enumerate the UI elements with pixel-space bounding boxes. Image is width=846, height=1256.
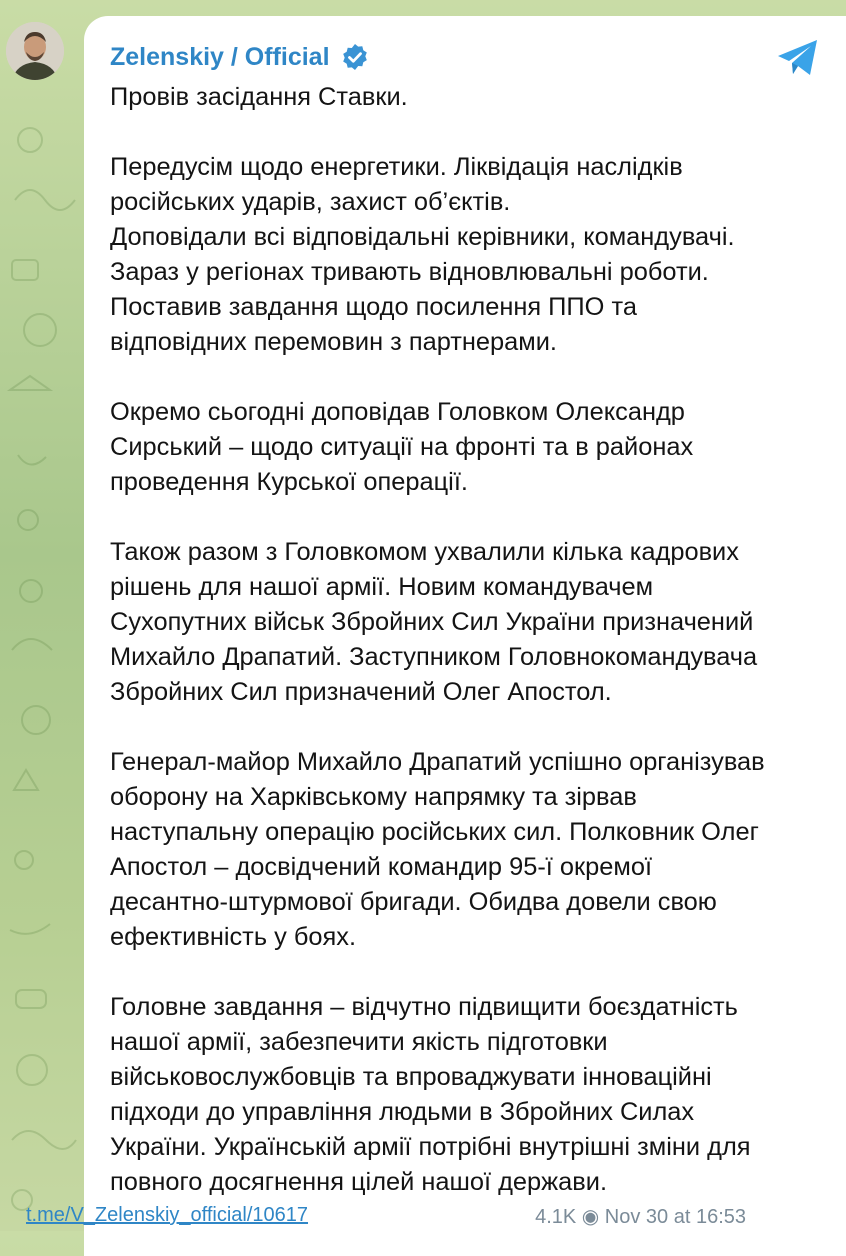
post-line: оборону на Харківському напрямку та зірвав xyxy=(110,783,637,811)
post-line: відповідних перемовин з партнерами. xyxy=(110,328,557,356)
verified-badge-icon xyxy=(340,42,370,72)
post-line: військовослужбовців та впроваджувати інноваційні xyxy=(110,1063,712,1091)
channel-name[interactable] xyxy=(110,42,370,72)
post-line: десантно-штурмової бригади. Обидва довели свою xyxy=(110,888,717,916)
post-line: Зараз у регіонах тривають відновлювальні роботи. xyxy=(110,258,709,286)
post-line: Головне завдання – відчутно підвищити боєздатність xyxy=(110,993,738,1021)
post-line: Михайло Драпатий. Заступником Головнокомандувача xyxy=(110,643,758,671)
post-paragraph xyxy=(110,395,828,500)
post-line: рішень для нашої армії. Новим командувачем xyxy=(110,573,654,601)
post-line: Сухопутних військ Збройних Сил України призначений xyxy=(110,608,754,636)
post-line: Провів засідання Ставки. xyxy=(110,83,408,111)
post-paragraph xyxy=(110,80,828,115)
post-line: російських ударів, захист об’єктів. xyxy=(110,188,511,216)
post-paragraph xyxy=(110,150,828,360)
post-line: підходи до управління людьми в Збройних Силах xyxy=(110,1098,695,1126)
post-line: ефективність у боях. xyxy=(110,923,357,951)
post-meta: 4.1K ◉ Nov 30 at 16:53 xyxy=(535,1206,746,1228)
post-link[interactable]: t.me/V_Zelenskiy_official/10617 xyxy=(26,1204,309,1226)
post-line: Апостол – досвідчений командир 95-ї окремої xyxy=(110,853,653,881)
post-line: Генерал-майор Михайло Драпатий успішно організував xyxy=(110,748,765,776)
post-line: Збройних Сил призначений Олег Апостол. xyxy=(110,678,612,706)
message-bubble xyxy=(84,16,846,1256)
post-paragraph xyxy=(110,990,828,1200)
post-line: Також разом з Головкомом ухвалили кілька кадрових xyxy=(110,538,739,566)
telegram-share-icon[interactable] xyxy=(776,38,820,78)
post-line: Поставив завдання щодо посилення ППО та xyxy=(110,293,637,321)
post-footer xyxy=(26,1204,746,1228)
channel-avatar[interactable] xyxy=(6,22,64,80)
post-paragraph xyxy=(110,745,828,955)
post-line: проведення Курської операції. xyxy=(110,468,468,496)
post-line: нашої армії, забезпечити якість підготовки xyxy=(110,1028,608,1056)
post-line: Окремо сьогодні доповідав Головком Олександр xyxy=(110,398,685,426)
profile-photo-icon xyxy=(6,22,64,80)
post-line: наступальну операцію російських сил. Полковник Олег xyxy=(110,818,759,846)
post-line: Сирський – щодо ситуації на фронті та в районах xyxy=(110,433,694,461)
post-line: Доповідали всі відповідальні керівники, командувачі. xyxy=(110,223,735,251)
post-line: Передусім щодо енергетики. Ліквідація наслідків xyxy=(110,153,683,181)
post-text xyxy=(110,80,828,1200)
post-line: України. Українській армії потрібні внутрішні зміни для xyxy=(110,1133,751,1161)
channel-name-text: Zelenskiy / Official xyxy=(110,43,330,71)
post-line: повного досягнення цілей нашої держави. xyxy=(110,1168,608,1196)
post-paragraph xyxy=(110,535,828,710)
